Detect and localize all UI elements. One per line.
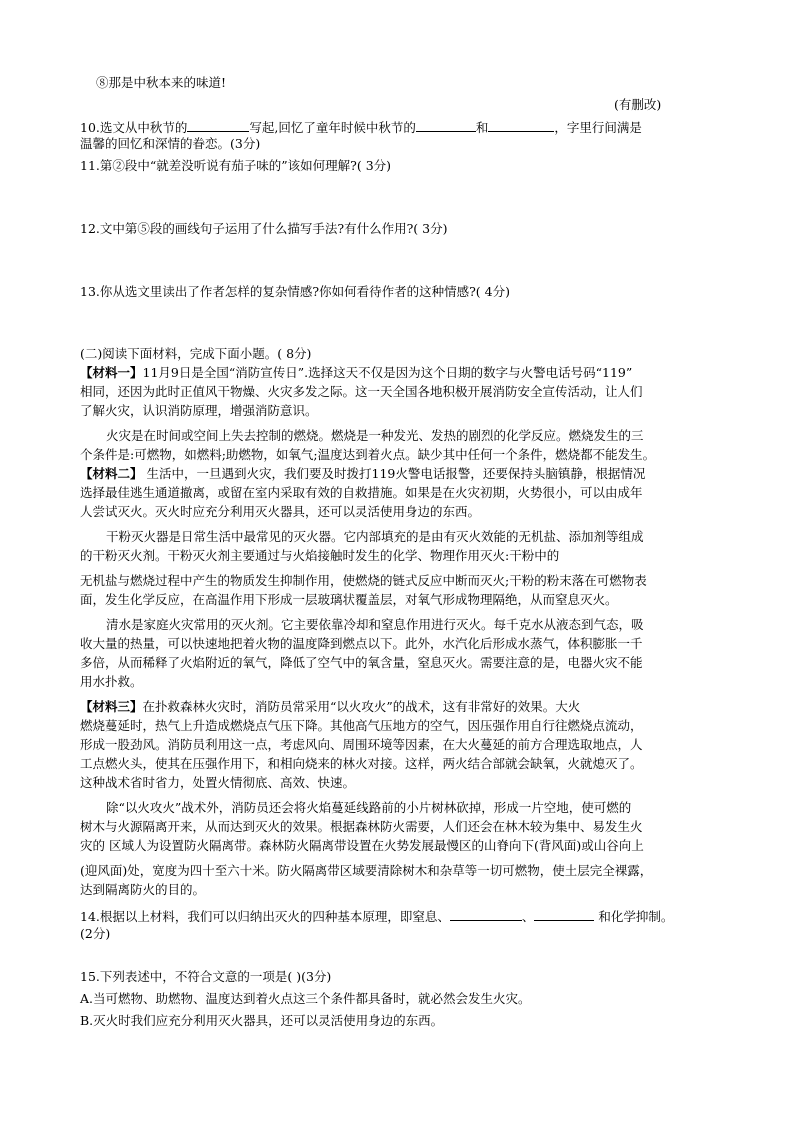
paragraph-firebreak-4: (迎风面)处，宽度为四十至六十米。防火隔离带区域要清除树木和杂草等一切可燃物，使土层完全裸露， xyxy=(80,863,653,878)
material-2-line-3: 人尝试灭火。灭火时应充分利用灭火器具，还可以灵活使用身边的东西。 xyxy=(80,504,481,519)
paragraph-powder-1: 干粉灭火器是日常生活中最常见的灭火器。它内部填充的是由有灭火效能的无机盐、添加剂等组成 xyxy=(106,529,644,544)
material-2-line-1: 【材料二】 生活中，一旦遇到火灾，我们要及时拨打119火警电话报警，还要保持头脑镇静，根据情况 xyxy=(80,466,646,481)
material-1-line-2: 相同，还因为此时正值风干物燥、火灾多发之际。这一天全国各地积极开展消防安全宣传活动，让人们 xyxy=(80,384,643,399)
paragraph-powder-2: 的干粉灭火剂。干粉灭火剂主要通过与火焰接触时发生的化学、物理作用灭火:干粉中的 xyxy=(80,548,560,563)
paragraph-firebreak-2: 树木与火源隔离开来，从而达到灭火的效果。根据森林防火需要，人们还会在林木较为集中、易发生火 xyxy=(80,819,643,834)
paragraph-water-4: 用水扑救。 xyxy=(80,674,143,689)
answer-blank-14-2[interactable] xyxy=(534,906,594,921)
option-b: B.灭火时我们应充分利用灭火器具，还可以灵活使用身边的东西。 xyxy=(80,1013,444,1028)
material-2-line-2: 选择最佳逃生通道撤离，或留在室内采取有效的自救措施。如果是在火灾初期，火势很小，可以由成年 xyxy=(80,485,643,500)
question-10-cont: 温馨的回忆和深情的眷恋。(3分) xyxy=(80,136,261,151)
question-10: 10.选文从中秋节的 写起,回忆了童年时候中秋节的 和 ，字里行间满是 xyxy=(80,117,642,137)
paragraph-firebreak-3: 灾的 区域人为设置防火隔离带。森林防火隔离带设置在火势发展最慢区的山脊向下(背风面)或山谷向上 xyxy=(80,838,644,853)
question-14: 14.根据以上材料，我们可以归纳出灭火的四种基本原理，即窒息、 、 和化学抑制。 xyxy=(80,906,673,926)
material-3-label: 【材料三】 xyxy=(80,699,143,714)
paragraph-water-1: 清水是家庭火灾常用的灭火剂。它主要依靠冷却和窒息作用进行灭火。每千克水从液态到气态，吸 xyxy=(106,617,644,632)
answer-blank-14-1[interactable] xyxy=(450,906,522,921)
material-1-label: 【材料一】 xyxy=(80,365,143,380)
option-a: A.当可燃物、助燃物、温度达到着火点这三个条件都具备时，就必然会发生火灾。 xyxy=(80,991,531,1006)
material-3-line-3: 形成一股劲风。消防员利用这一点，考虑风向、周围环境等因素，在大火蔓延的前方合理选取地点，人 xyxy=(80,737,643,752)
paragraph-powder-4: 面，发生化学反应，在高温作用下形成一层玻璃状覆盖层，对氧气形成物理隔绝，从而窒息灭火。 xyxy=(80,592,618,607)
question-12: 12.文中第⑤段的画线句子运用了什么描写手法?有什么作用?( 3分) xyxy=(80,221,448,236)
paragraph-8: ⑧那是中秋本来的味道! xyxy=(96,75,227,90)
material-1-line-1: 【材料一】11月9日是全国“消防宣传日”.选择这天不仅是因为这个日期的数字与火警电话号码“119” xyxy=(80,365,633,380)
material-3-line-1: 【材料三】在扑救森林火灾时，消防员常采用“以火攻火”的战术，这有非常好的效果。大火 xyxy=(80,699,581,714)
material-1-line-3: 了解火灾，认识消防原理，增强消防意识。 xyxy=(80,403,318,418)
question-13: 13.你从选文里读出了作者怎样的复杂情感?你如何看待作者的这种情感?( 4分) xyxy=(80,284,510,299)
paragraph-powder-3: 无机盐与燃烧过程中产生的物质发生抑制作用，使燃烧的链式反应中断而灭火;干粉的粉末落在可燃物表 xyxy=(80,573,647,588)
answer-blank-10-1[interactable] xyxy=(187,117,249,132)
paragraph-firebreak-1: 除“以火攻火”战术外，消防员还会将火焰蔓延线路前的小片树林砍掉，形成一片空地，使可燃的 xyxy=(106,800,632,815)
answer-blank-10-2[interactable] xyxy=(416,117,476,132)
material-2-label: 【材料二】 xyxy=(80,466,143,481)
question-14-points: (2分) xyxy=(80,926,111,941)
paragraph-firebreak-5: 达到隔离防火的目的。 xyxy=(80,882,206,897)
answer-blank-10-3[interactable] xyxy=(488,117,554,132)
material-3-line-4: 工点燃火头，使其在压强作用下，和相向烧来的林火对接。这样，两火结合部就会缺氧，火就熄灭了。 xyxy=(80,756,643,771)
paragraph-fire-2: 个条件是:可燃物，如燃料;助燃物，如氧气;温度达到着火点。缺少其中任何一个条件，燃烧都不能发生。 xyxy=(80,447,656,462)
material-3-line-2: 燃烧蔓延时，热气上升造成燃烧点气压下降。其他高气压地方的空气，因压强作用自行往燃烧点流动， xyxy=(80,718,643,733)
question-15: 15.下列表述中，不符合文意的一项是( )(3分) xyxy=(80,969,332,984)
paragraph-water-3: 多倍，从而稀释了火焰附近的氧气，降低了空气中的氧含量，窒息灭火。需要注意的是，电器火灾不能 xyxy=(80,655,643,670)
paragraph-water-2: 收大量的热量，可以快速地把着火物的温度降到燃点以下。此外，水汽化后形成水蒸气，体积膨胀一千 xyxy=(80,636,643,651)
paragraph-fire-1: 火灾是在时间或空间上失去控制的燃烧。燃烧是一种发光、发热的剧烈的化学反应。燃烧发生的三 xyxy=(106,428,644,443)
material-3-line-5: 这种战术省时省力，处置火情彻底、高效、快速。 xyxy=(80,775,356,790)
section-2-heading: (二)阅读下面材料，完成下面小题。( 8分) xyxy=(80,346,312,361)
source-note: (有删改) xyxy=(614,97,662,112)
question-11: 11.第②段中“就差没听说有茄子味的”该如何理解?( 3分) xyxy=(80,158,392,173)
